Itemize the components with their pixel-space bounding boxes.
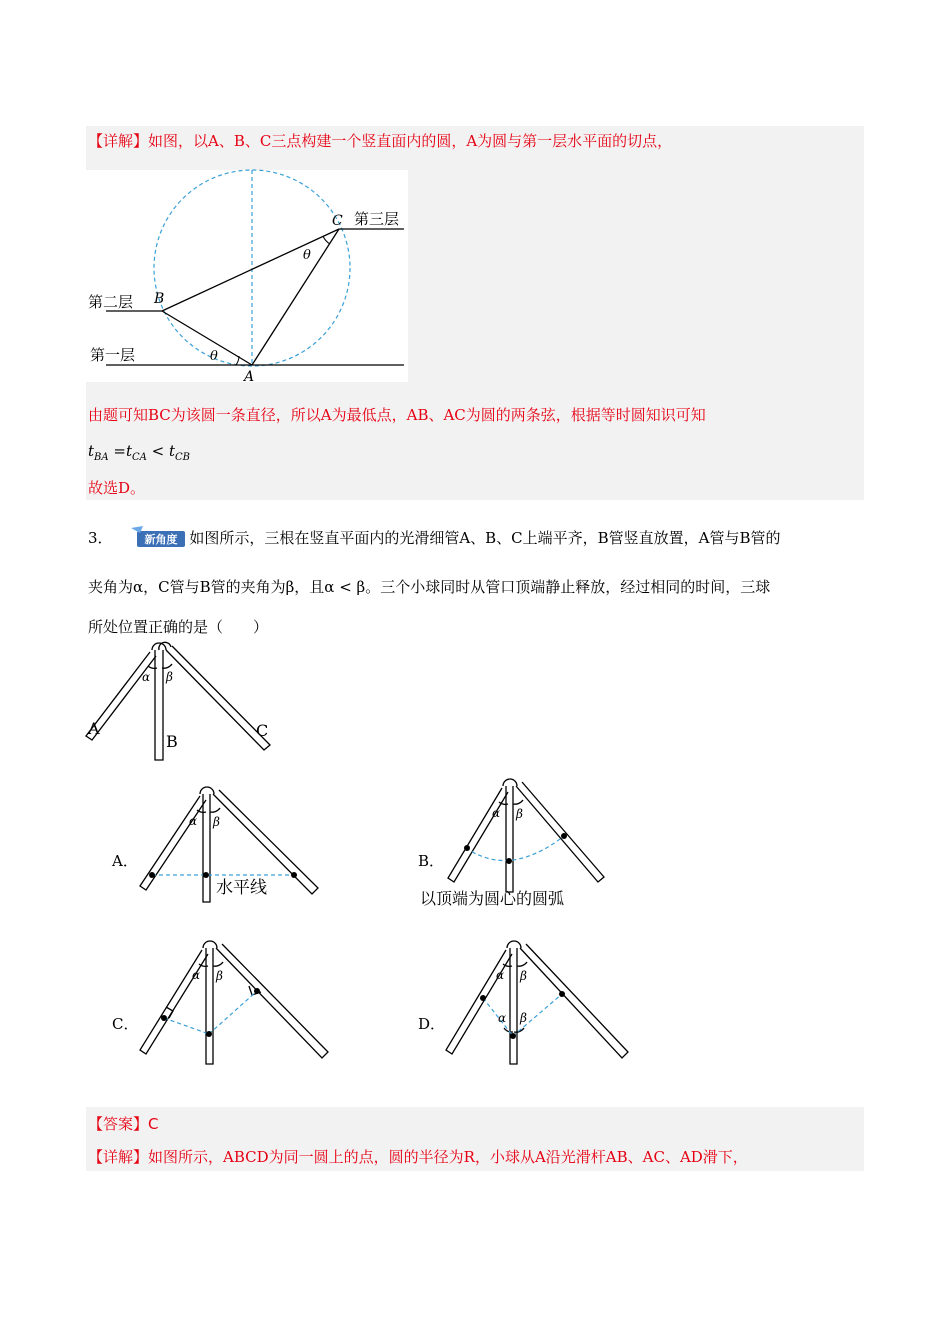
label-floor2: 第二层	[88, 293, 134, 311]
explain1-text: 由题可知BC为该圆一条直径，所以A为最低点，AB、AC为圆的两条弦，根据等时圆知识可知	[88, 406, 706, 424]
optB-dashed-arc	[466, 836, 564, 861]
optC-tube-B	[206, 948, 213, 1064]
optA-top-arc	[200, 787, 214, 794]
optD-label-alpha-low: α	[498, 1011, 507, 1025]
optD-tube-C	[520, 944, 628, 1058]
optC-tube-A	[140, 950, 208, 1054]
optB-top-arc	[503, 779, 517, 786]
option-A-figure	[140, 790, 320, 908]
formula-t2: t	[125, 442, 132, 460]
option-C-figure	[140, 944, 332, 1070]
formula-eq: =	[108, 442, 126, 460]
optD-label-beta-low: β	[520, 1011, 527, 1025]
option-C-label	[112, 1014, 138, 1034]
label-floor3: 第三层	[354, 210, 400, 228]
choose1-line	[88, 478, 145, 498]
optC-tube-C	[216, 944, 328, 1058]
optB-ball-A	[464, 845, 470, 851]
optC-ball-B	[206, 1031, 212, 1037]
detail2-line	[88, 1147, 748, 1167]
detail2-text: 如图所示，ABCD为同一圆上的点，圆的半径为R，小球从A沿光滑杆AB、AC、AD滑下，	[148, 1148, 748, 1166]
q3-line2	[88, 577, 770, 597]
optC-dashed-perp-A	[164, 1018, 209, 1034]
option-A-label	[112, 851, 138, 871]
choose1-text: 故选D。	[88, 479, 146, 497]
option-A-letter: A．	[112, 852, 138, 870]
label-tube-C: C	[256, 721, 269, 740]
optD-top-arc	[507, 941, 521, 948]
option-B-letter: B．	[418, 852, 445, 870]
q3-line2-text: 夹角为α，C管与B管的夹角为β，且α < β。三个小球同时从管口顶端静止释放，经过相同的时间，三球	[88, 578, 771, 596]
label-tube-A: A	[88, 719, 100, 738]
optC-ball-A	[161, 1015, 167, 1021]
label-alpha: α	[142, 670, 151, 684]
optD-label-beta: β	[520, 969, 527, 983]
label-point-B: B	[154, 291, 165, 307]
detail1-text: 如图，以A、B、C三点构建一个竖直面内的圆，A为圆与第一层水平面的切点，	[148, 132, 673, 150]
label-theta-C: θ	[303, 248, 311, 263]
optA-tube-B	[203, 794, 210, 902]
formula-lt: <	[146, 442, 169, 460]
label-floor1: 第一层	[90, 346, 136, 364]
formula-t1: t	[88, 442, 95, 460]
optB-label-alpha: α	[492, 806, 501, 820]
option-B-figure	[420, 782, 628, 910]
optC-label-alpha: α	[192, 968, 201, 982]
optB-tube-B	[506, 786, 513, 892]
optB-tube-C	[516, 782, 604, 882]
label-beta: β	[166, 670, 173, 684]
optD-arc-alpha-low	[504, 1028, 513, 1032]
optC-right-angle-A	[166, 1007, 173, 1018]
tube-C	[166, 646, 270, 750]
q3-number: 3．	[88, 529, 113, 547]
answer-tag: 【答案】	[88, 1115, 149, 1133]
formula-sub-cb: CB	[175, 452, 190, 463]
optD-ball-A	[480, 995, 486, 1001]
figure-three-tubes	[86, 644, 286, 768]
optA-label-beta: β	[213, 815, 220, 829]
optD-tube-A	[446, 950, 512, 1054]
optB-ball-B	[506, 858, 512, 864]
optA-ball-A	[149, 872, 155, 878]
optC-ball-C	[254, 988, 260, 994]
badge-text: 新角度	[144, 533, 178, 546]
detail2-tag: 【详解】	[88, 1148, 149, 1166]
optC-dashed-perp-C	[209, 991, 257, 1034]
detail1-tag: 【详解】	[88, 132, 149, 150]
optD-tube-B	[510, 948, 517, 1064]
optD-ball-C	[559, 991, 565, 997]
optA-note: 水平线	[216, 878, 267, 898]
option-D-figure	[446, 944, 632, 1070]
optA-arc-beta	[210, 808, 220, 812]
answer-value: C	[148, 1115, 159, 1133]
formula-t3: t	[168, 442, 175, 460]
new-angle-badge-icon	[131, 526, 187, 548]
formula-sub-ba: BA	[94, 452, 109, 463]
optB-label-beta: β	[516, 807, 523, 821]
optB-note: 以顶端为圆心的圆弧	[420, 889, 565, 908]
optC-top-arc	[203, 941, 217, 948]
figure-circle-floors	[86, 170, 408, 385]
option-D-label	[418, 1014, 445, 1034]
explain1-line	[88, 405, 706, 425]
label-theta-A: θ	[210, 349, 218, 364]
optC-label-beta: β	[216, 969, 223, 983]
optA-ball-B	[203, 872, 209, 878]
option-C-letter: C．	[112, 1015, 139, 1033]
option-B-label	[418, 851, 444, 871]
option-D-letter: D．	[418, 1015, 446, 1033]
label-tube-B: B	[166, 732, 178, 751]
q3-line3	[88, 617, 268, 637]
formula-sub-ca: CA	[131, 452, 147, 463]
optD-arc-beta	[517, 962, 527, 966]
optC-arc-beta	[213, 962, 223, 966]
tube-B	[155, 650, 163, 760]
optA-ball-C	[291, 872, 297, 878]
optB-arc-beta	[513, 800, 523, 804]
optD-ball-B	[510, 1033, 516, 1039]
optB-ball-C	[561, 833, 567, 839]
label-point-C: C	[332, 213, 343, 229]
q3-line1	[88, 526, 781, 548]
formula-line	[88, 441, 190, 468]
label-point-A: A	[244, 369, 255, 385]
optA-label-alpha: α	[189, 814, 198, 828]
q3-line3-text: 所处位置正确的是（ ）	[88, 618, 269, 636]
detail1-line	[88, 131, 672, 151]
answer-line	[88, 1114, 159, 1134]
q3-line1-text: 如图所示，三根在竖直平面内的光滑细管A、B、C上端平齐，B管竖直放置，A管与B管的	[189, 529, 781, 547]
optD-label-alpha: α	[496, 968, 505, 982]
